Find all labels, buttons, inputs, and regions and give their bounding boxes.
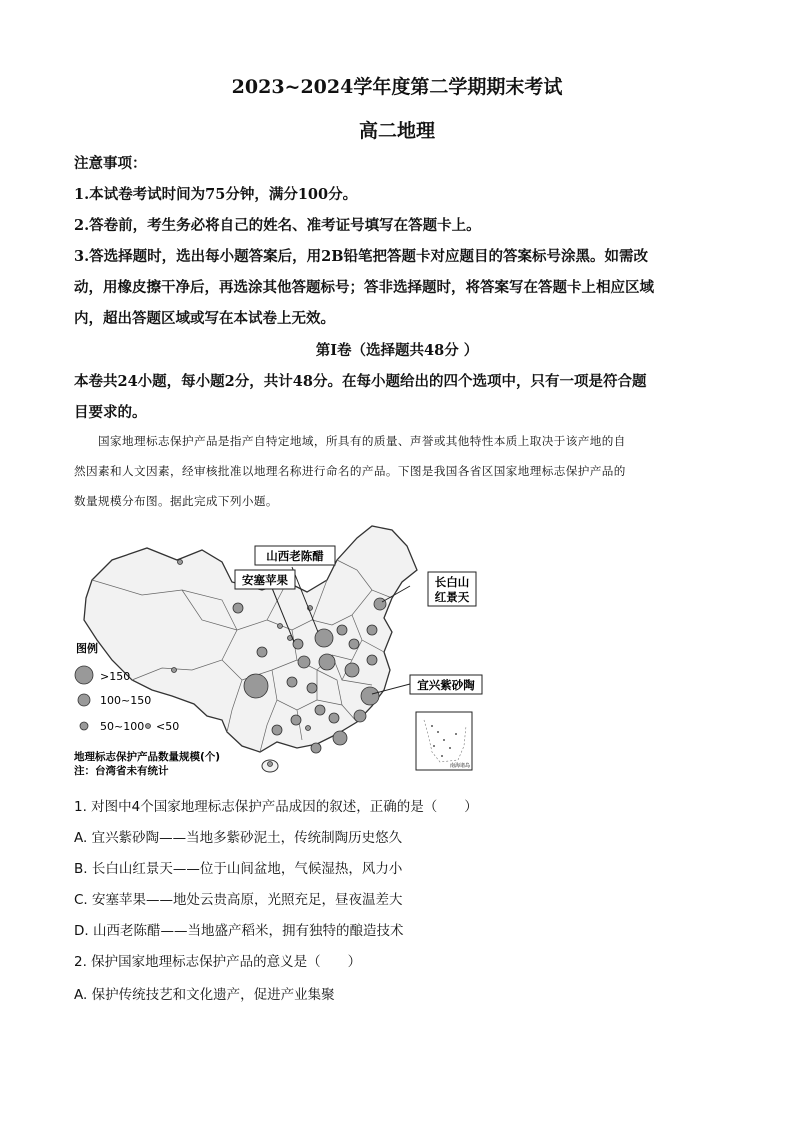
question-2-option-a: A. 保护传统技艺和文化遗产，促进产业集聚 [74,987,335,1003]
label-shanxi-vinegar: 山西老陈醋 [266,549,324,563]
bubble-tiny [178,560,183,565]
bubble-tiny [306,726,311,731]
intro-line: 数量规模分布图。据此完成下列小题。 [74,494,278,508]
bubble-small [307,683,317,693]
question-1-option-b: B. 长白山红景天——位于山间盆地，气候湿热，风力小 [74,861,403,877]
map-svg [72,520,492,782]
legend-label-50-100: 50~100 [100,720,145,733]
bubble-medium [333,731,347,745]
section-title: 第Ⅰ卷（选择题共48分 ） [315,342,479,359]
bubble-small [315,705,325,715]
bubble-small [367,625,377,635]
notice-item: 1.本试卷考试时间为75分钟，满分100分。 [74,186,358,203]
bubble-tiny [268,762,273,767]
label-yixing-pottery: 宜兴紫砂陶 [417,678,475,692]
label-changbai-1: 长白山 [434,575,470,589]
bubble-small [233,603,243,613]
map-caption: 地理标志保护产品数量规模(个) [74,751,221,763]
question-1-option-d: D. 山西老陈醋——当地盛产稻米，拥有独特的酿造技术 [74,923,404,939]
legend-symbol-medium [78,694,90,706]
notice-item: 3.答选择题时，选出每小题答案后，用2B铅笔把答题卡对应题目的答案标号涂黑。如需改 [74,248,648,265]
legend-title: 图例 [76,642,98,655]
bubble-small [287,677,297,687]
bubble-medium [345,663,359,677]
question-1-option-c: C. 安塞苹果——地处云贵高原，光照充足，昼夜温差大 [74,892,403,908]
legend-symbol-large [75,666,93,684]
section-desc: 本卷共24小题，每小题2分，共计48分。在每小题给出的四个选项中，只有一项是符合题 [74,373,647,390]
china-outline [84,526,417,752]
bubble-large [319,654,335,670]
bubble-small [367,655,377,665]
bubble-small [257,647,267,657]
exam-subject: 高二地理 [358,120,435,142]
bubble-small [329,713,339,723]
china-gi-map [72,520,492,782]
question-1-stem: 1. 对图中4个国家地理标志保护产品成因的叙述，正确的是（ ） [74,799,478,815]
legend-label-lt50: <50 [156,720,180,733]
bubble-medium [374,598,386,610]
intro-line: 然因素和人文因素，经审核批准以地理名称进行命名的产品。下图是我国各省区国家地理标志保护产品的 [74,464,626,478]
legend-symbol-tiny [146,724,151,729]
section-desc: 目要求的。 [74,404,147,421]
intro-line: 国家地理标志保护产品是指产自特定地域，所具有的质量、声誉或其他特性本质上取决于该产地的自 [74,434,626,448]
bubble-medium [354,710,366,722]
bubble-tiny [278,624,283,629]
bubble-small [272,725,282,735]
bubble-small [293,639,303,649]
bubble-tiny [172,668,177,673]
bubble-small [349,639,359,649]
bubble-medium [298,656,310,668]
bubble-large [244,674,268,698]
map-note: 注：台湾省未有统计 [74,765,169,777]
question-1-option-a: A. 宜兴紫砂陶——当地多紫砂泥土，传统制陶历史悠久 [74,830,403,846]
bubble-small [311,743,321,753]
notice-heading: 注意事项： [74,155,147,172]
label-ansai-apple: 安塞苹果 [242,573,288,587]
legend-label-100-150: 100~150 [100,694,152,707]
inset-label: 南海诸岛 [449,763,471,769]
exam-title: 2023~2024学年度第二学期期末考试 [231,76,563,98]
question-2-stem: 2. 保护国家地理标志保护产品的意义是（ ） [74,954,362,970]
label-changbai-2: 红景天 [434,590,470,604]
legend-symbol-small [80,722,88,730]
bubble-large [361,687,379,705]
notice-item: 动，用橡皮擦干净后，再选涂其他答题标号；答非选择题时，将答案写在答题卡上相应区域 [74,279,654,296]
bubble-small [337,625,347,635]
notice-item: 内，超出答题区域或写在本试卷上无效。 [74,310,335,327]
bubble-small [291,715,301,725]
notice-item: 2.答卷前，考生务必将自己的姓名、准考证号填写在答题卡上。 [74,217,481,234]
legend-label-gt150: >150 [100,670,131,683]
